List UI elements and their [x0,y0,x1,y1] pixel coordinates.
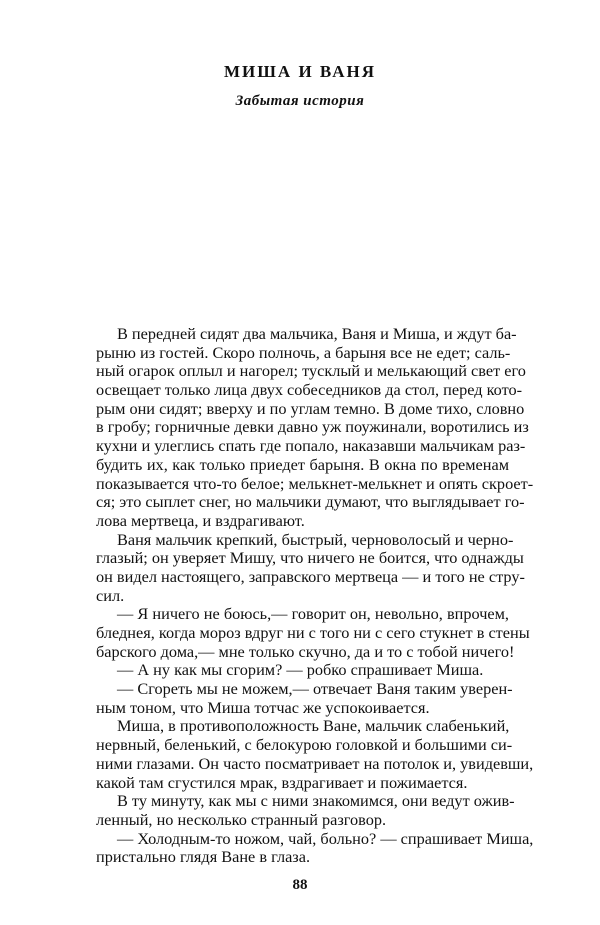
text-line: ними глазами. Он часто посматривает на потолок и, увидевши, [96,753,534,773]
text-line: он видел настоящего, заправского мертвеца — и того не стру- [96,566,525,586]
text-line: освещает только лица двух собеседников да стол, перед кото- [96,380,523,400]
text-line: в гробу; горничные девки давно уж поужинали, воротились из [96,417,529,437]
text-line: глазый; он уверяет Мишу, что ничего не боится, что однажды [96,548,524,568]
story-title: МИША И ВАНЯ [224,62,376,81]
text-line: рым они сидят; вверху и по углам темно. В доме тихо, словно [96,398,525,418]
text-line: — А ну как мы сгорим? — робко спрашивает Миша. [117,660,484,680]
text-line: бледнея, когда мороз вдруг ни с того ни с сего стукнет в стены [96,623,530,642]
text-line: кухни и улеглись спать где попало, наказавши мальчикам раз- [96,436,526,456]
page-number: 88 [292,877,308,893]
text-line: ленный, но несколько странный разговор. [96,809,387,829]
text-line: В ту минуту, как мы с ними знакомимся, они ведут ожив- [117,791,515,811]
text-line: Миша, в противоположность Ване, мальчик слабенький, [117,716,510,736]
text-line: будить их, как только приедет барыня. В окна по временам [96,454,509,474]
text-line: показывается что-то белое; мелькнет-мелькнет и опять скроет- [96,473,534,493]
text-line: В передней сидят два мальчика, Ваня и Миша, и ждут ба- [117,324,517,343]
text-line: рыню из гостей. Скоро полночь, а барыня все не едет; саль- [96,342,511,362]
text-line: сил. [96,585,125,605]
story-subtitle: Забытая история [235,93,365,109]
text-line: лова мертвеца, и вздрагивают. [96,510,305,530]
text-line: ся; это сыплет снег, но мальчики думают, что выглядывает го- [96,492,525,512]
text-line: — Сгореть мы не можем,— отвечает Ваня таким уверен- [117,679,513,699]
text-line: нервный, беленький, с белокурою головкой и большими си- [96,735,513,755]
text-line: какой там сгустился мрак, вздрагивает и пожимается. [96,772,468,792]
text-line: — Я ничего не боюсь,— говорит он, невольно, впрочем, [117,604,509,624]
text-line: пристально глядя Ване в глаза. [96,847,311,867]
body-text [96,324,534,867]
text-line: Ваня мальчик крепкий, быстрый, черноволосый и черно- [117,529,514,549]
text-line: барского дома,— мне только скучно, да и то с тобой ничего! [96,641,515,661]
text-line: ным тоном, что Миша тотчас же успокоивается. [96,697,430,717]
text-line: — Холодным-то ножом, чай, больно? — спрашивает Миша, [117,828,534,848]
text-line: ный огарок оплыл и нагорел; тусклый и мелькающий свет его [96,361,526,381]
